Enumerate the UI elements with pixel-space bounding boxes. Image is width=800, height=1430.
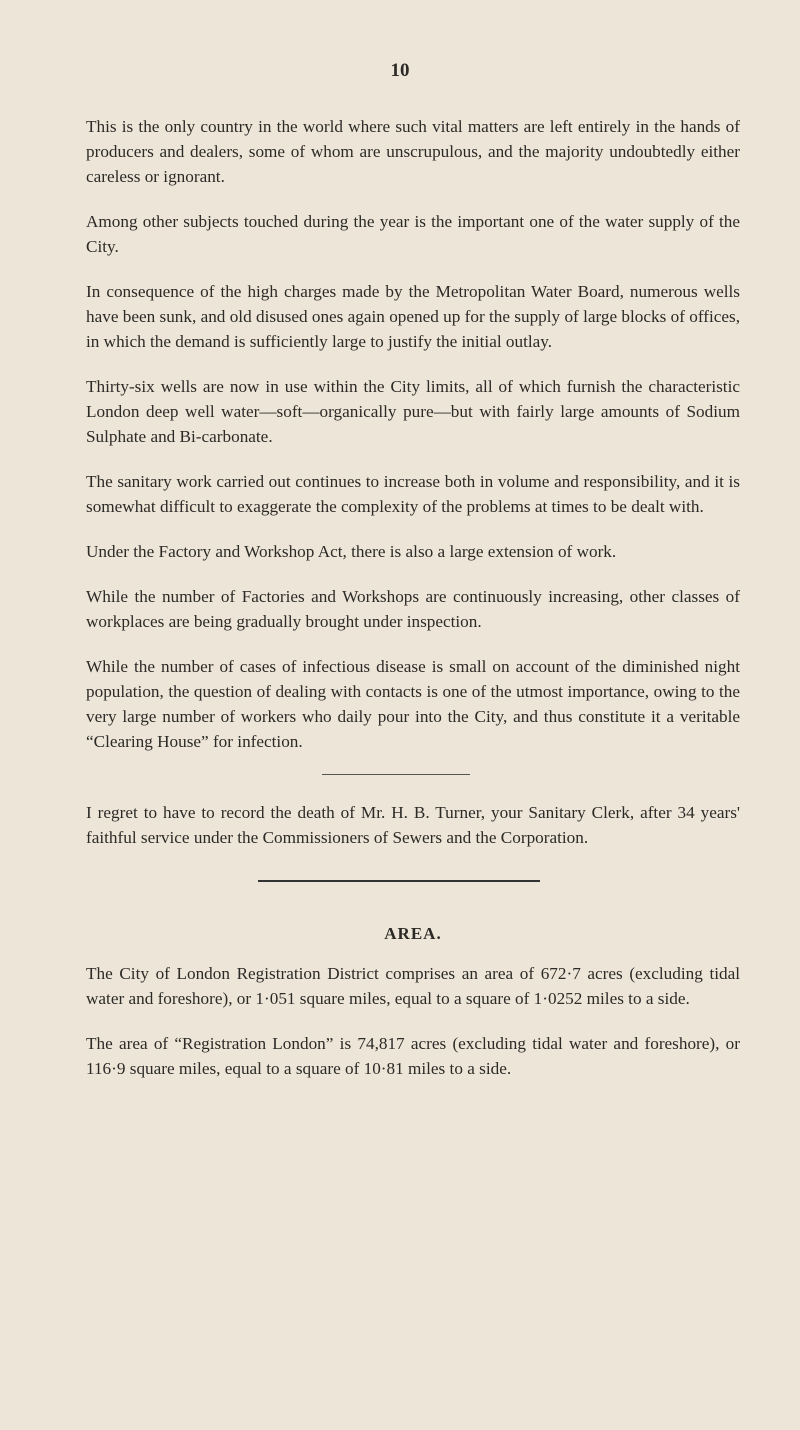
area-heading: AREA. [384,924,442,943]
paragraph-infectious-disease: While the number of cases of infectious disease is small on account of the diminished night population, the question of dealing with contacts is one of the utmost importance, owing to the very large number of workers who daily pour into the City, and thus constitute it a veritable “Clearing House” for infection. [86,657,740,751]
paragraph-water-supply: Among other subjects touched during the year is the important one of the water supply of the City. [86,212,740,256]
short-divider-rule [322,774,470,775]
paragraph-producers-dealers: This is the only country in the world where such vital matters are left entirely in the hands of producers and dealers, some of whom are unscrupulous, and the majority undoubtedly either careless or ignorant. [86,117,740,186]
paragraph-city-area: The City of London Registration District comprises an area of 672·7 acres (excluding tidal water and foreshore), or 1·051 square miles, equal to a square of 1·0252 miles to a side. [86,964,740,1008]
paragraph-obituary: I regret to have to record the death of Mr. H. B. Turner, your Sanitary Clerk, after 34 years' faithful service under the Commissioners of Sewers and the Corporation. [86,803,740,847]
body-text [86,114,740,1101]
paragraph-factories-workshops: While the number of Factories and Workshops are continuously increasing, other classes of workplaces are being gradually brought under inspection. [86,587,740,631]
paragraph-deep-wells: Thirty-six wells are now in use within the City limits, all of which furnish the characteristic London deep well water—soft—organically pure—but with fairly large amounts of Sodium Sulphate and Bi-carbonate. [86,377,740,446]
paragraph-factory-workshop-act: Under the Factory and Workshop Act, there is also a large extension of work. [86,542,617,561]
page-number: 10 [390,60,410,81]
paragraph-sanitary-work: The sanitary work carried out continues to increase both in volume and responsibility, and it is somewhat difficult to exaggerate the complexity of the problems at times to be dealt with. [86,472,740,516]
paragraph-registration-london-area: The area of “Registration London” is 74,817 acres (excluding tidal water and foreshore), or 116·9 square miles, equal to a square of 10·81 miles to a side. [86,1034,740,1078]
paragraph-metropolitan-water-board: In consequence of the high charges made by the Metropolitan Water Board, numerous wells have been sunk, and old disused ones again opened up for the supply of large blocks of offices, in which the demand is sufficiently large to justify the initial outlay. [86,282,740,351]
section-divider-rule [258,880,540,882]
